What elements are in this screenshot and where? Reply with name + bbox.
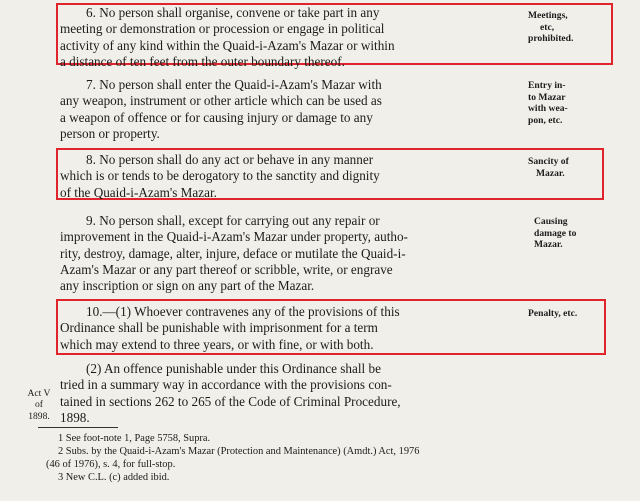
section-8-line: of the Quaid-i-Azam's Mazar. <box>60 184 217 200</box>
margin-note-line: pon, etc. <box>528 114 563 126</box>
act-reference-note <box>22 388 56 422</box>
act-note-line: Act V <box>27 388 51 399</box>
section-9-line: Azam's Mazar or any part thereof or scribble, write, or engrave <box>60 261 393 277</box>
section-10-2-line: 1898. <box>60 409 90 425</box>
section-7-line: 7. No person shall enter the Quaid-i-Azam's Mazar with <box>86 77 382 92</box>
footnote-divider <box>38 427 118 428</box>
section-10-1 <box>60 304 520 353</box>
margin-note-line: Mazar. <box>536 167 565 179</box>
margin-note-line: with wea- <box>528 103 568 115</box>
margin-note-line: Meetings, <box>528 10 568 21</box>
section-8-line: 8. No person shall do any act or behave in any manner <box>86 152 374 167</box>
section-9-line: improvement in the Quaid-i-Azam's Mazar under property, autho- <box>60 229 408 245</box>
margin-note-line: Causing <box>534 216 568 227</box>
margin-note-line: Penalty, etc. <box>528 308 578 319</box>
margin-note-line: Entry in- <box>528 80 566 91</box>
margin-note-line: damage to <box>534 227 577 239</box>
section-9-line: rity, destroy, damage, alter, injure, deface or mutilate the Quaid-i- <box>60 245 406 261</box>
footnote-1: 1 See foot-note 1, Page 5758, Supra. <box>58 433 211 444</box>
section-10-2 <box>60 361 520 426</box>
margin-note-meetings <box>528 10 606 45</box>
margin-note-line: to Mazar <box>528 91 566 103</box>
section-7 <box>60 77 520 142</box>
margin-note-sanctity <box>528 156 606 179</box>
section-10-line: which may extend to three years, or with fine, or with both. <box>60 336 374 352</box>
section-6 <box>60 5 520 70</box>
footnote-2: 2 Subs. by the Quaid-i-Azam's Mazar (Protection and Maintenance) (Amdt.) Act, 1976 <box>58 446 420 457</box>
section-7-line: a weapon of offence or for causing injury or damage to any <box>60 109 373 125</box>
footnotes <box>46 432 598 484</box>
section-7-line: person or property. <box>60 125 160 141</box>
act-note-line: 1898. <box>28 410 50 422</box>
section-6-line: 6. No person shall organise, convene or take part in any <box>86 5 380 20</box>
section-8-line: which is or tends to be derogatory to the sanctity and dignity <box>60 168 380 184</box>
margin-note-line: prohibited. <box>528 33 574 45</box>
footnote-2-continued: (46 of 1976), s. 4, for full-stop. <box>46 459 176 470</box>
section-10-2-line: tried in a summary way in accordance with the provisions con- <box>60 377 392 393</box>
section-9-line: any inscription or sign on any part of the Mazar. <box>60 278 315 294</box>
section-9-line: 9. No person shall, except for carrying out any repair or <box>86 213 380 228</box>
footnote-3: 3 New C.L. (c) added ibid. <box>58 472 170 483</box>
section-8 <box>60 152 520 201</box>
section-10-line: Ordinance shall be punishable with imprisonment for a term <box>60 320 378 336</box>
section-6-line: activity of any kind within the Quaid-i-Azam's Mazar or within <box>60 37 395 53</box>
section-10-2-line: tained in sections 262 to 265 of the Code of Criminal Procedure, <box>60 393 401 409</box>
section-9 <box>60 213 520 294</box>
margin-note-causing-damage <box>528 216 612 251</box>
margin-note-entry <box>528 80 606 126</box>
margin-note-line: Mazar. <box>534 239 563 251</box>
section-6-line: meeting or demonstration or procession or engage in political <box>60 21 385 37</box>
margin-note-penalty <box>528 308 606 320</box>
section-7-line: any weapon, instrument or other article which can be used as <box>60 93 382 109</box>
margin-note-line: etc, <box>540 21 555 33</box>
section-6-line: a distance of ten feet from the outer boundary thereof. <box>60 53 345 69</box>
act-note-line: of <box>35 399 43 411</box>
section-10-2-line: (2) An offence punishable under this Ordinance shall be <box>86 361 381 376</box>
section-10-line: 10.—(1) Whoever contravenes any of the provisions of this <box>86 304 400 319</box>
margin-note-line: Sancity of <box>528 156 569 167</box>
